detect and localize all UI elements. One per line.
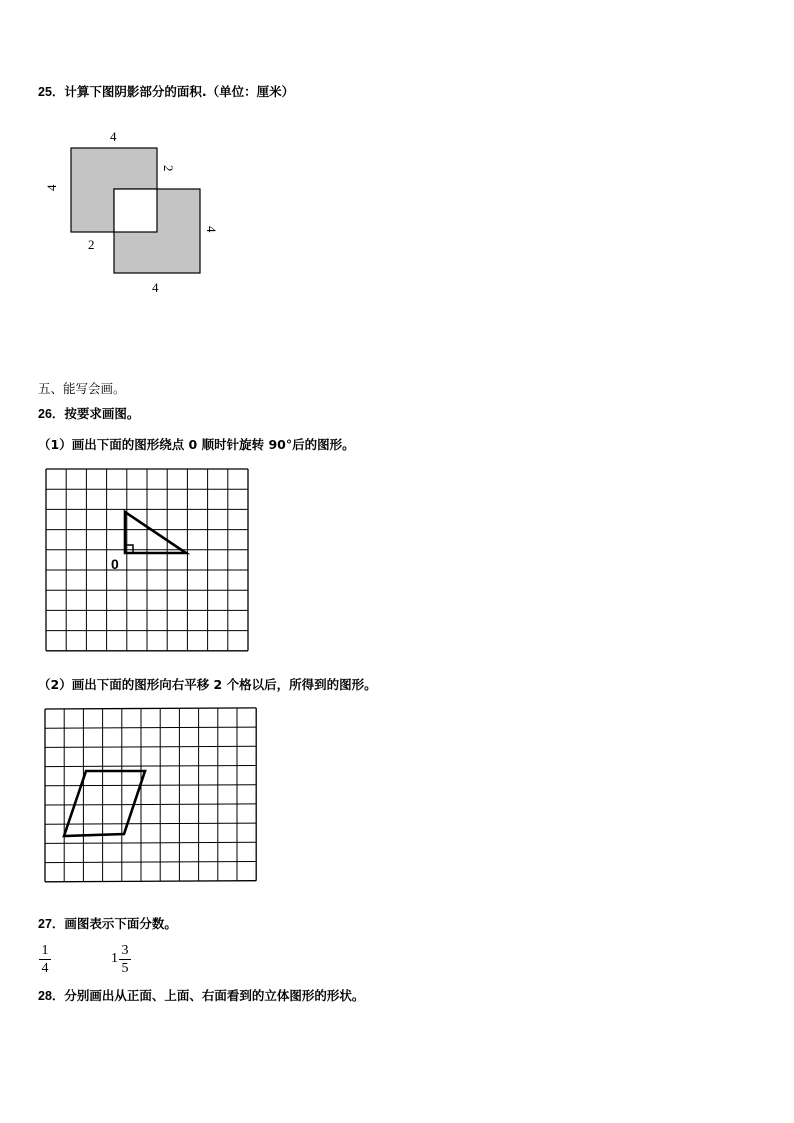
grid-line-horizontal: [45, 766, 256, 767]
fraction-one-quarter: [39, 943, 51, 976]
q25-label-bottom: 4: [152, 280, 159, 295]
grid-line-horizontal: [45, 708, 256, 709]
fraction2-numerator: 3: [121, 943, 129, 958]
q28-number: 28．: [38, 989, 65, 1003]
fraction2-bar: [119, 959, 131, 960]
grid-line-horizontal: [45, 823, 256, 824]
fraction2-whole: 1: [111, 951, 118, 966]
q27-text: 画图表示下面分数。: [64, 916, 177, 931]
q26-part1: （1）画出下面的图形绕点 0 顺时针旋转 90°后的图形。: [38, 437, 355, 452]
fraction2-denominator: 5: [121, 961, 129, 976]
q28-text: 分别画出从正面、上面、右面看到的立体图形的形状。: [64, 988, 365, 1003]
fraction1-numerator: 1: [41, 943, 49, 958]
q26-parallelogram: [64, 771, 145, 836]
rotation-point-label: 0: [111, 556, 119, 572]
q25-label-right: 4: [204, 226, 219, 233]
grid-line-horizontal: [45, 862, 256, 863]
grid-line-horizontal: [45, 727, 256, 728]
q25-label-top: 4: [110, 129, 117, 144]
q25-label-bottom-small: 2: [88, 237, 95, 252]
q27-number: 27．: [38, 917, 65, 931]
grid-line-horizontal: [45, 881, 256, 882]
fraction1-bar: [39, 959, 51, 960]
q25-label-left: 4: [44, 184, 59, 191]
grid-line-horizontal: [45, 804, 256, 805]
grid-line-horizontal: [45, 785, 256, 786]
q25-label-right-small: 2: [161, 165, 176, 172]
q26-part2: （2）画出下面的图形向右平移 2 个格以后，所得到的图形。: [38, 677, 377, 692]
q26-number: 26．: [38, 407, 65, 421]
q25-text: 计算下图阴影部分的面积.（单位：厘米）: [64, 84, 295, 99]
grid-line-horizontal: [45, 842, 256, 843]
q28-title: [38, 988, 364, 1004]
q25-number: 25．: [38, 85, 65, 99]
fraction-one-three-fifths: [119, 943, 131, 976]
section5-title: 五、能写会画。: [38, 381, 126, 396]
q27-title: [38, 916, 177, 932]
grid-line-horizontal: [45, 746, 256, 747]
q26-text: 按要求画图。: [64, 406, 140, 421]
fraction1-denominator: 4: [41, 961, 49, 976]
